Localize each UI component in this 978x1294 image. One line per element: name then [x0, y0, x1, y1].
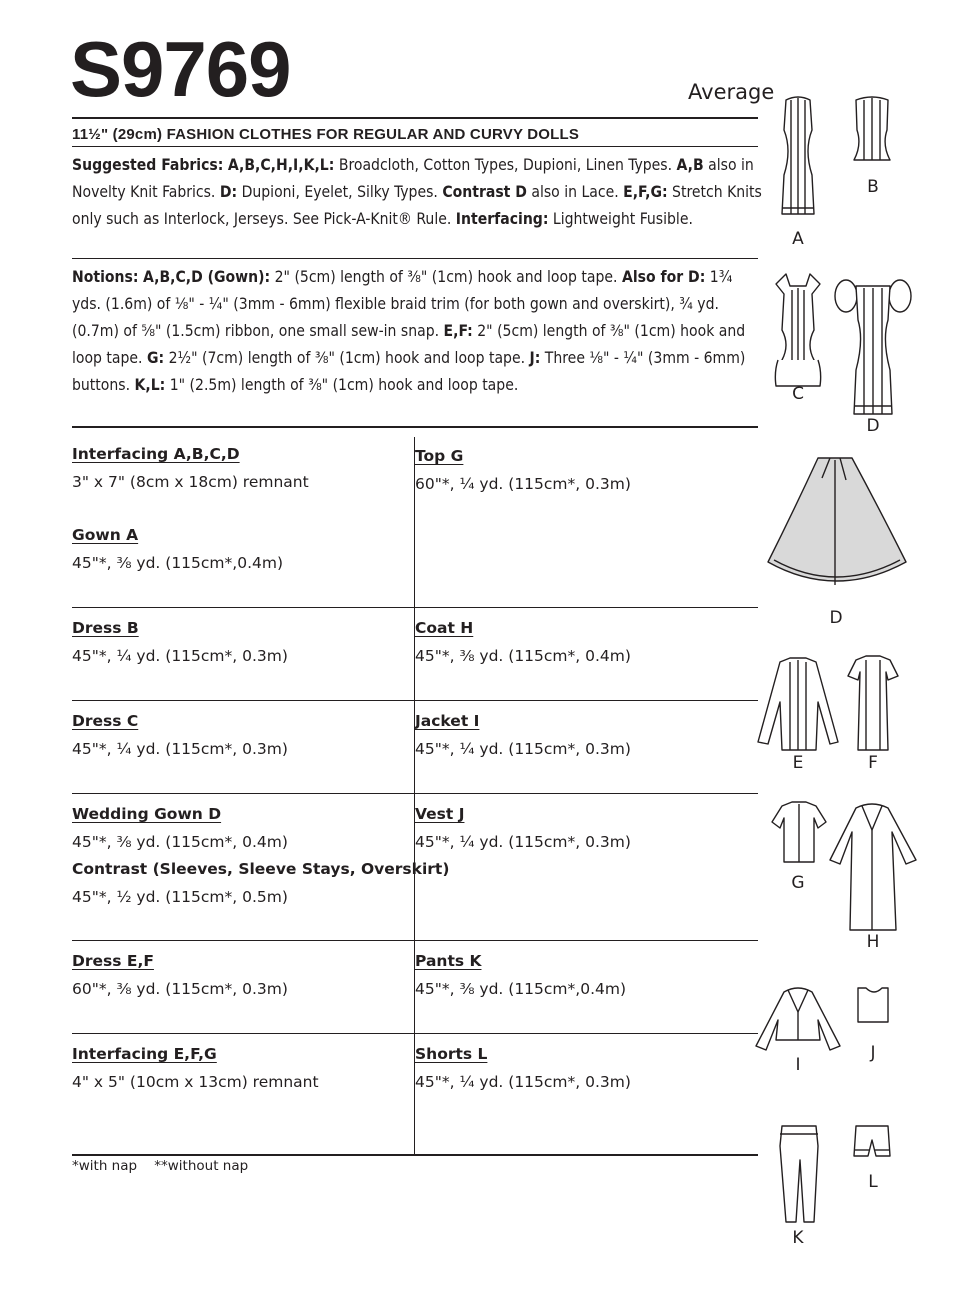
yardage-heading: Interfacing E,F,G [72, 1045, 217, 1063]
view-d-gown-drawing [835, 280, 911, 414]
fabrics-text: Lightweight Fusible. [548, 210, 693, 228]
yardage-value: 45"*, ⅜ yd. (115cm*,0.4m) [72, 553, 283, 572]
view-k-drawing [780, 1126, 818, 1222]
notions-text: 1" (2.5m) length of ⅜" (1cm) hook and loop tape. [165, 376, 519, 394]
fabrics-key: A,B [676, 156, 704, 174]
view-label-j: J [870, 1043, 876, 1063]
yardage-value: 45"*, ⅜ yd. (115cm*, 0.4m) [415, 646, 631, 665]
yardage-heading: Dress E,F [72, 952, 154, 970]
yardage-heading: Wedding Gown D [72, 805, 222, 823]
notions-key: Also for D: [621, 268, 706, 286]
yardage-heading: Top G [415, 447, 464, 465]
notions-key: A,B,C,D (Gown): [142, 268, 271, 286]
yardage-subheading: Contrast (Sleeves, Sleeve Stays, Overskirt) [72, 860, 450, 878]
view-label-h: H [866, 932, 880, 952]
fabrics-label: Suggested Fabrics: [72, 156, 224, 174]
notions-text: 2" (5cm) length of ⅜" (1cm) hook and loop tape. [72, 322, 746, 367]
view-label-i: I [795, 1055, 801, 1075]
yardage-value: 45"*, ¼ yd. (115cm*, 0.3m) [72, 646, 288, 665]
fabrics-text: Dupioni, Eyelet, Silky Types. [237, 183, 443, 201]
yardage-heading: Interfacing A,B,C,D [72, 445, 240, 463]
yardage-value: 3" x 7" (8cm x 18cm) remnant [72, 472, 309, 491]
yardage-value: 45"*, ¼ yd. (115cm*, 0.3m) [415, 832, 631, 851]
size-label: Average [688, 80, 775, 104]
view-label-d-gown: D [866, 416, 880, 436]
view-l-drawing [854, 1126, 890, 1156]
yardage-value: 4" x 5" (10cm x 13cm) remnant [72, 1072, 319, 1091]
notions-key: G: [146, 349, 165, 367]
view-label-f: F [868, 753, 878, 773]
footnote: *with nap **without nap [72, 1158, 249, 1174]
yardage-heading: Dress B [72, 619, 139, 637]
view-label-c: C [792, 384, 804, 404]
view-e-drawing [758, 658, 838, 750]
view-label-b: B [867, 177, 879, 197]
yardage-heading: Pants K [415, 952, 482, 970]
view-c-drawing [775, 274, 820, 386]
fabrics-text: Broadcloth, Cotton Types, Dupioni, Linen Types. [334, 156, 677, 174]
fabrics-key: A,B,C,H,I,K,L: [227, 156, 335, 174]
view-i-drawing [756, 988, 840, 1050]
yardage-heading: Coat H [415, 619, 474, 637]
yardage-heading: Shorts L [415, 1045, 488, 1063]
yardage-value: 45"*, ¼ yd. (115cm*, 0.3m) [72, 739, 288, 758]
page-title: 11½" (29cm) FASHION CLOTHES FOR REGULAR AND CURVY DOLLS [72, 126, 580, 143]
notions-key: K,L: [134, 376, 166, 394]
fabrics-text: Stretch Knits only such as Interlock, Jerseys. See Pick-A-Knit® Rule. [72, 183, 762, 228]
view-f-drawing [848, 656, 898, 750]
view-a-drawing [782, 97, 814, 214]
fabrics-key: E,F,G: [623, 183, 668, 201]
fabrics-key: D: [219, 183, 238, 201]
view-d-overskirt-drawing [768, 458, 906, 585]
view-h-drawing [830, 804, 916, 930]
yardage-heading: Vest J [415, 805, 465, 823]
notions-key: E,F: [443, 322, 473, 340]
yardage-value: 60"*, ⅜ yd. (115cm*, 0.3m) [72, 979, 288, 998]
view-label-g: G [791, 873, 805, 893]
fabrics-key: Contrast D [442, 183, 527, 201]
yardage-heading: Jacket I [415, 712, 480, 730]
notions-text: 2½" (7cm) length of ⅜" (1cm) hook and loop tape. [164, 349, 530, 367]
notions-text: 1¾ yds. (1.6m) of ⅛" - ¼" (3mm - 6mm) flexible braid trim (for both gown and overskirt), ¾ yd. (0.7m) of ⅝" (1.5cm) ribbon, one small sew-in snap. [72, 268, 733, 340]
view-b-drawing [854, 97, 890, 160]
yardage-heading: Gown A [72, 526, 139, 544]
fabrics-key: Interfacing: [455, 210, 549, 228]
notions-text: Three ⅛" - ¼" (3mm - 6mm) buttons. [72, 349, 746, 394]
view-label-e: E [792, 753, 804, 773]
yardage-heading: Dress C [72, 712, 139, 730]
view-label-d-overskirt: D [829, 608, 843, 628]
yardage-value: 45"*, ½ yd. (115cm*, 0.5m) [72, 887, 288, 906]
notions-label: Notions: [72, 268, 139, 286]
yardage-value: 45"*, ¼ yd. (115cm*, 0.3m) [415, 739, 631, 758]
yardage-value: 45"*, ¼ yd. (115cm*, 0.3m) [415, 1072, 631, 1091]
notions-key: J: [529, 349, 541, 367]
view-label-k: K [792, 1228, 804, 1248]
view-label-l: L [868, 1172, 878, 1192]
yardage-value: 45"*, ⅜ yd. (115cm*,0.4m) [415, 979, 626, 998]
yardage-value: 45"*, ⅜ yd. (115cm*, 0.4m) [72, 832, 288, 851]
view-label-a: A [792, 229, 804, 249]
view-g-drawing [772, 802, 826, 862]
yardage-value: 60"*, ¼ yd. (115cm*, 0.3m) [415, 474, 631, 493]
view-j-drawing [858, 988, 888, 1022]
notions-text: 2" (5cm) length of ⅜" (1cm) hook and loop tape. [270, 268, 622, 286]
fabrics-text: also in Lace. [526, 183, 624, 201]
pattern-number: S9769 [70, 25, 291, 113]
fabrics-text: also in Novelty Knit Fabrics. [72, 156, 754, 201]
